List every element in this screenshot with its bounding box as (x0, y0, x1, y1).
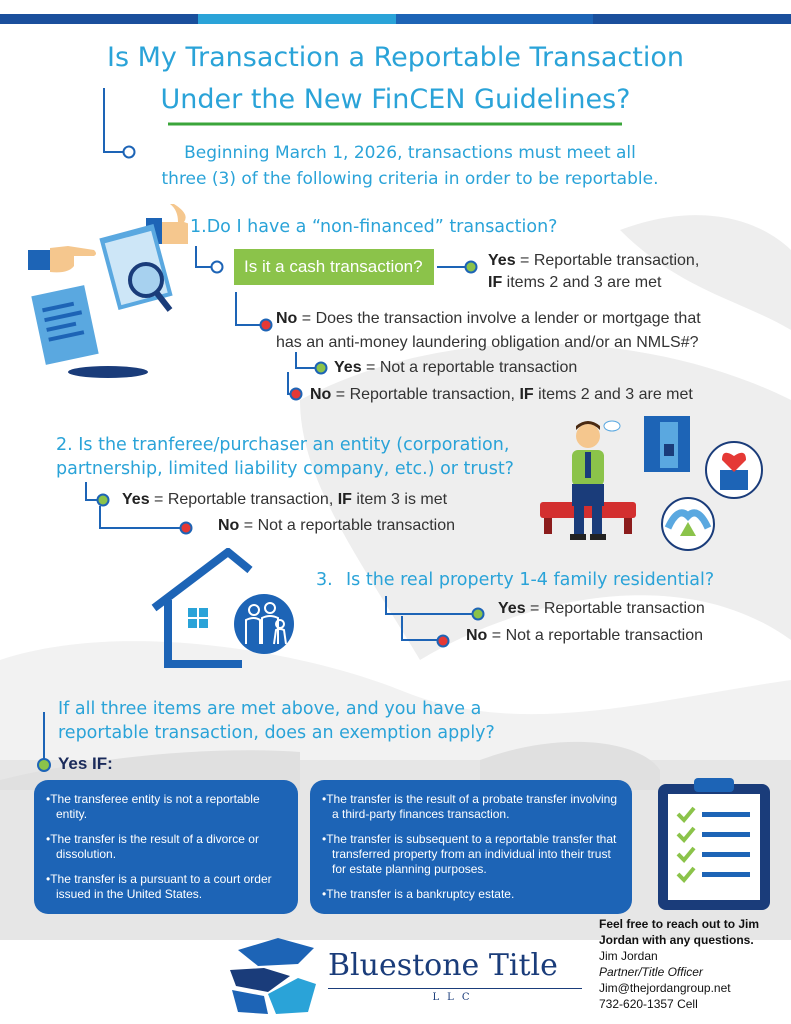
s3-no-text: = Not a reportable transaction (487, 627, 704, 644)
logo-sub: LLC (432, 992, 478, 1003)
exemption-left-item: •The transferee entity is not a reportable entity. (46, 792, 260, 821)
section1-no-line1 (276, 307, 701, 331)
contact-name: Jim Jordan (599, 949, 658, 963)
s3-no-label: No (466, 627, 488, 644)
exemption-right-box (310, 780, 632, 914)
contact-lead: Feel free to reach out to Jim Jordan with any questions. (599, 917, 760, 947)
contact-block (599, 916, 789, 1012)
yes-text-2: items 2 and 3 are met (502, 274, 662, 291)
sub-no-text-b: items 2 and 3 are met (533, 386, 693, 403)
no-label: No (276, 310, 298, 327)
sub-no-if: IF (519, 386, 534, 403)
s2-yes-label: Yes (122, 491, 150, 508)
exemption-right-item: •The transfer is the result of a probate transfer involving a third-party finances transaction. (322, 792, 618, 821)
heart-box-icon (706, 442, 762, 498)
no-text: = Does the transaction involve a lender or mortgage that (297, 310, 701, 327)
page-title-line1: Is My Transaction a Reportable Transaction (107, 42, 684, 73)
pointing-hand-icon (28, 246, 96, 272)
person-on-bench-icon (528, 416, 788, 556)
section3-no (466, 624, 703, 648)
s3-yes-label: Yes (498, 600, 526, 617)
s2-no-text: = Not a reportable transaction (239, 517, 456, 534)
exemption-left-item: •The transfer is the result of a divorce or dissolution. (46, 832, 259, 861)
section1-sub-no (310, 383, 693, 407)
s2-no-label: No (218, 517, 240, 534)
house-family-icon (150, 548, 310, 670)
yes-if-label: Yes IF: (58, 754, 113, 773)
section3-number: 3. (316, 570, 333, 590)
bluestone-logo-icon (228, 934, 318, 1016)
sub-yes-label: Yes (334, 359, 362, 376)
if-label: IF (488, 274, 503, 291)
intro-line2: three (3) of the following criteria in order to be reportable. (161, 169, 659, 189)
section1-no-line2: has an anti-money laundering obligation and/or an NMLS#? (276, 334, 699, 351)
exemption-right-item: •The transfer is subsequent to a reportable transfer that transferred property from an individual into their trust for estate planning purposes. (322, 832, 617, 876)
section2-question-line2: partnership, limited liability company, etc.) or trust? (56, 459, 514, 479)
yes-label: Yes (488, 252, 516, 269)
section1-question: 1.Do I have a “non-financed” transaction? (190, 217, 558, 237)
handshake-icon (662, 498, 714, 550)
s3-yes-text: = Reportable transaction (525, 600, 705, 617)
exemption-left-box (34, 780, 298, 914)
exemption-question-line2: reportable transaction, does an exemption apply? (58, 723, 495, 743)
yes-text: = Reportable transaction, (515, 252, 700, 269)
checklist-clipboard-icon (654, 774, 774, 914)
section1-yes-line2 (488, 271, 661, 295)
sub-yes-text: = Not a reportable transaction (361, 359, 578, 376)
section2-no (218, 514, 455, 538)
s2-yes-text-b: item 3 is met (351, 491, 448, 508)
contact-phone: 732-620-1357 Cell (599, 997, 698, 1011)
logo-divider (328, 988, 582, 989)
section3-yes (498, 597, 705, 621)
s2-yes-text-a: = Reportable transaction, (149, 491, 338, 508)
sub-no-text-a: = Reportable transaction, (331, 386, 520, 403)
cash-question-box: Is it a cash transaction? (234, 249, 434, 285)
section1-sub-yes (334, 356, 577, 380)
contact-role: Partner/Title Officer (599, 965, 703, 979)
building-icon (644, 416, 690, 472)
exemption-left-item: •The transfer is a pursuant to a court order issued in the United States. (46, 872, 272, 901)
section2-question-line1: 2. Is the tranferee/purchaser an entity (corporation, (56, 435, 510, 455)
exemption-question-line1: If all three items are met above, and you have a (58, 699, 482, 719)
section2-yes (122, 488, 447, 512)
section3-question: Is the real property 1-4 family residential? (346, 570, 715, 590)
contact-email[interactable]: Jim@thejordangroup.net (599, 981, 731, 995)
document-magnifier-icon (28, 200, 188, 380)
section1-yes-line1 (488, 249, 699, 273)
sub-no-label: No (310, 386, 332, 403)
logo-name: Bluestone Title (328, 948, 558, 983)
exemption-right-item: •The transfer is a bankruptcy estate. (322, 887, 515, 901)
s2-yes-if: IF (337, 491, 352, 508)
intro-line1: Beginning March 1, 2026, transactions must meet all (184, 143, 636, 163)
page-title-line2: Under the New FinCEN Guidelines? (160, 84, 631, 115)
